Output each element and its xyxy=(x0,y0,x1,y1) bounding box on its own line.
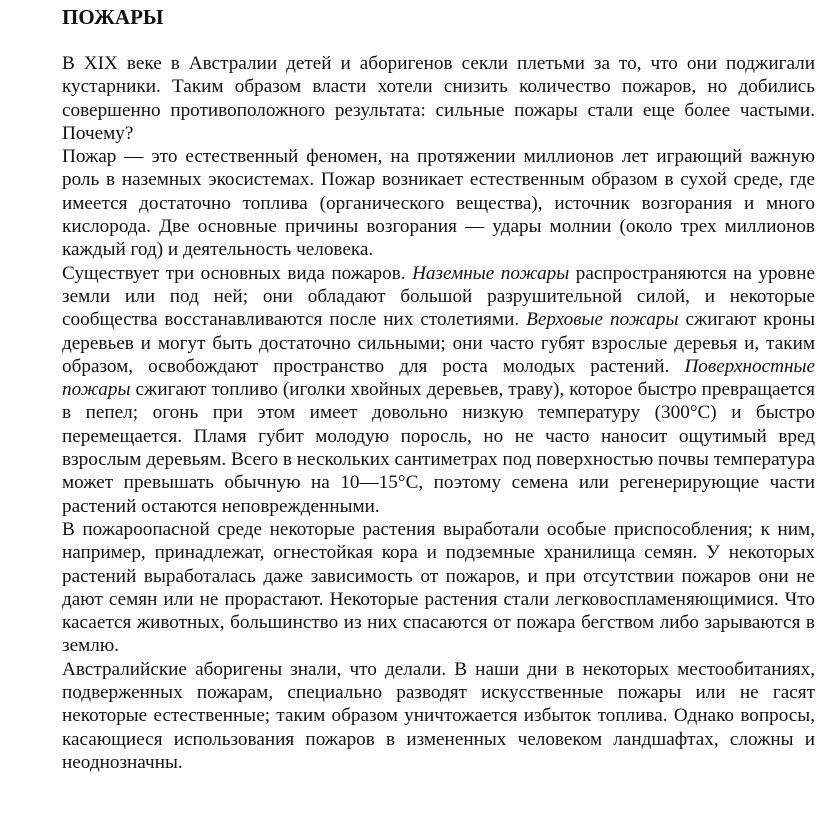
paragraph-text: сжигают топливо (иголки хвойных деревьев, траву), которое быстро превращается в пепел; огонь при этом имеет довольно низкую температуру (300°C) и быстро перемещается. Пламя губит молодую поросль, но не часто наносит ощутимый вред взрослым деревьям. Всего в нескольких сантиметрах под поверхностью почвы температура может превышать обычную на 10—15°C, поэтому семена или регенерирующие части растений остаются неповрежденными. xyxy=(62,379,815,517)
paragraph-5 xyxy=(62,658,815,774)
paragraph-text: распространяются на уровне земли или под ней; они обладают большой разрушительной силой, и некоторые сообщества восстанавливаются после них столетиями. xyxy=(62,262,815,331)
paragraph-3 xyxy=(62,262,815,518)
document-body xyxy=(62,52,816,774)
paragraph-1 xyxy=(62,52,815,145)
paragraph-2 xyxy=(62,145,815,261)
paragraph-4 xyxy=(62,518,815,658)
paragraph-text: сжигают кроны деревьев и могут быть достаточно сильными; они часто губят взрослые деревья и, таким образом, освобождают пространство для роста молодых растений. xyxy=(62,309,815,377)
paragraph-text: Пожар — это естественный феномен, на протяжении миллионов лет играющий важную роль в наземных экосистемах. Пожар возникает естественным образом в сухой среде, где имеется достаточно топлива (органического вещества), источник возгорания и много кислорода. Две основные причины возгорания — удары молнии (около трех миллионов каждый год) и деятельность человека. xyxy=(62,146,815,261)
term-ground-fires: Наземные пожары xyxy=(412,262,570,284)
paragraph-text: Существует три основных вида пожаров. xyxy=(62,262,413,284)
title-spacer xyxy=(62,30,816,52)
term-crown-fires: Верховые пожары xyxy=(526,309,679,331)
paragraph-text: В пожароопасной среде некоторые растения выработали особые приспособления; к ним, например, принадлежат, огнестойкая кора и подземные хранилища семян. У некоторых растений выработалась даже зависимость от пожаров, и при отсутствии пожаров они не дают семян или не прорастают. Некоторые растения стали легковоспламеняющимися. Что касается животных, большинство из них спасаются от пожара бегством либо зарываются в землю. xyxy=(62,518,815,657)
paragraph-text: В XIX веке в Австралии детей и аборигенов секли плетьми за то, что они поджигали кустарники. Таким образом власти хотели снизить количество пожаров, но добились совершенно противоположного результата: сильные пожары стали еще более частыми. Почему? xyxy=(62,53,815,144)
document-page xyxy=(62,0,816,774)
term-surface-fires: Поверхностные пожары xyxy=(62,355,815,401)
paragraph-text: Австралийские аборигены знали, что делали. В наши дни в некоторых местообитаниях, подверженных пожарам, специально разводят искусственные пожары или не гасят некоторые естественные; таким образом уничтожается избыток топлива. Однако вопросы, касающиеся использования пожаров в измененных человеком ландшафтах, сложны и неоднозначны. xyxy=(62,658,815,773)
document-title: ПОЖАРЫ xyxy=(62,5,164,29)
